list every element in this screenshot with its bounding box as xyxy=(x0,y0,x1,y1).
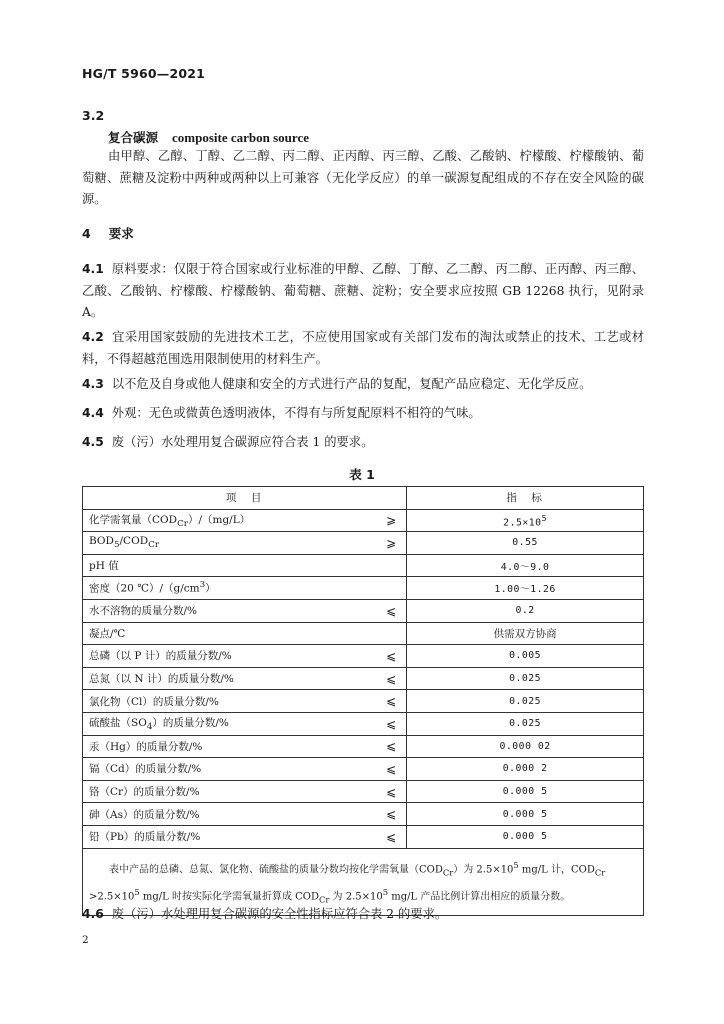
row-value: 0.025 xyxy=(407,712,644,735)
table-row xyxy=(83,780,644,803)
table-row xyxy=(83,622,644,645)
table-row xyxy=(83,599,644,622)
spec-table xyxy=(82,486,644,916)
clause-text: 外观：无色或微黄色透明液体，不得有与所复配原料不相符的气味。 xyxy=(111,406,481,420)
clause-text: 废（污）水处理用复合碳源的安全性指标应符合表 2 的要求。 xyxy=(111,907,448,921)
row-value: 0.2 xyxy=(407,599,644,622)
table-row xyxy=(83,825,644,848)
clause-number: 4.4 xyxy=(82,406,104,420)
term-cn: 复合碳源 xyxy=(108,130,159,145)
row-value: 0.025 xyxy=(407,667,644,690)
clause-text: 宜采用国家鼓励的先进技术工艺，不应使用国家或有关部门发布的淘汰或禁止的技术、工艺或材料，不得超越范围选用限制使用的材料生产。 xyxy=(82,330,644,366)
row-value: 0.000 2 xyxy=(407,758,644,781)
table-row xyxy=(83,803,644,826)
table-row xyxy=(83,712,644,735)
row-value: $2.5\times 10^5$ xyxy=(407,509,644,532)
table-row xyxy=(83,509,644,532)
table-header-row xyxy=(83,487,644,510)
clause-text: 原料要求：仅限于符合国家或行业标准的甲醇、乙醇、丁醇、乙二醇、丙二醇、正丙醇、丙三醇、乙酸、乙酸钠、柠檬酸、柠檬酸钠、葡萄糖、蔗糖、淀粉；安全要求应按照 GB 12268 执行，见附录 A。 xyxy=(82,262,644,319)
table-row xyxy=(83,532,644,555)
clause-4-4 xyxy=(82,403,644,425)
table-note: 表中产品的总磷、总氮、氯化物、硫酸盐的质量分数均按化学需氧量$(COD_{Cr})$为 $2.5\times 10^5$ mg/L 计，$COD_{Cr} >2.5\times 10^5$ mg/L 时按实际化学需氧量折算成 $COD_{Cr}$ 为 $2.5\times 10^5$ mg/L 产品比例计算出相应的质量分数。 xyxy=(83,848,644,916)
row-item: 砷（As）的质量分数/% xyxy=(83,803,350,826)
clause-number: 4.1 xyxy=(82,262,104,276)
section-4-number: 4 xyxy=(82,226,91,241)
row-operator: ⩾ xyxy=(349,509,406,532)
row-operator: ⩽ xyxy=(349,780,406,803)
row-value: 供需双方协商 xyxy=(407,622,644,645)
row-operator: ⩽ xyxy=(349,825,406,848)
row-operator: ⩽ xyxy=(349,599,406,622)
standard-code: HG/T 5960—2021 xyxy=(82,66,206,81)
row-value: 0.000 5 xyxy=(407,780,644,803)
row-operator: ⩽ xyxy=(349,645,406,668)
row-value: 0.005 xyxy=(407,645,644,668)
row-item: 凝点/℃ xyxy=(83,622,350,645)
clause-4-3 xyxy=(82,374,644,396)
clause-text: 废（污）水处理用复合碳源应符合表 1 的要求。 xyxy=(111,435,374,449)
clause-4-2 xyxy=(82,327,644,370)
section-4-title: 要求 xyxy=(108,226,134,241)
row-value: 0.025 xyxy=(407,690,644,713)
row-operator: ⩽ xyxy=(349,712,406,735)
row-operator: ⩽ xyxy=(349,667,406,690)
section-3-2-number: 3.2 xyxy=(82,108,105,123)
header-value: 指 标 xyxy=(407,487,644,510)
row-item: $BOD_5/COD_{Cr}$ xyxy=(83,532,350,555)
clause-number: 4.3 xyxy=(82,377,104,391)
row-item: 硫酸盐$(SO_4)$的质量分数/% xyxy=(83,712,350,735)
table-1-title: 表 1 xyxy=(349,467,375,482)
row-value: 4.0～9.0 xyxy=(407,554,644,577)
row-value: 0.000 5 xyxy=(407,825,644,848)
term-heading xyxy=(108,128,309,146)
table-row xyxy=(83,667,644,690)
table-row xyxy=(83,645,644,668)
row-item: 铬（Cr）的质量分数/% xyxy=(83,780,350,803)
page-number: 2 xyxy=(82,934,89,946)
clause-number: 4.2 xyxy=(82,330,104,344)
clause-4-6 xyxy=(82,904,644,926)
term-definition: 由甲醇、乙醇、丁醇、乙二醇、丙二醇、正丙醇、丙三醇、乙酸、乙酸钠、柠檬酸、柠檬酸钠、葡萄糖、蔗糖及淀粉中两种或两种以上可兼容（无化学反应）的单一碳源复配组成的不存在安全风险的碳源。 xyxy=(82,149,644,206)
row-operator: ⩽ xyxy=(349,690,406,713)
table-row xyxy=(83,735,644,758)
row-value: 1.00～1.26 xyxy=(407,577,644,600)
clause-text: 以不危及自身或他人健康和安全的方式进行产品的复配，复配产品应稳定、无化学反应。 xyxy=(111,377,592,391)
clause-4-1 xyxy=(82,259,644,324)
clause-4-5 xyxy=(82,432,644,454)
row-value: 0.000 02 xyxy=(407,735,644,758)
row-item: 密度（20 $℃)/(g/cm^3)$ xyxy=(83,577,350,600)
row-operator xyxy=(349,554,406,577)
table-row xyxy=(83,758,644,781)
row-item: 铅（Pb）的质量分数/% xyxy=(83,825,350,848)
row-item: 汞（Hg）的质量分数/% xyxy=(83,735,350,758)
row-item: 氯化物（Cl）的质量分数/% xyxy=(83,690,350,713)
table-row xyxy=(83,577,644,600)
table-row xyxy=(83,554,644,577)
row-item: 化学需氧量$(COD_{Cr})/(mg/L)$ xyxy=(83,509,350,532)
row-item: 镉（Cd）的质量分数/% xyxy=(83,758,350,781)
term-en: composite carbon source xyxy=(172,130,309,145)
row-item: 水不溶物的质量分数/% xyxy=(83,599,350,622)
row-operator: ⩾ xyxy=(349,532,406,555)
row-value: 0.55 xyxy=(407,532,644,555)
clause-number: 4.6 xyxy=(82,907,104,921)
row-value: 0.000 5 xyxy=(407,803,644,826)
row-item: pH 值 xyxy=(83,554,350,577)
row-operator xyxy=(349,577,406,600)
row-item: 总磷（以 P 计）的质量分数/% xyxy=(83,645,350,668)
table-row xyxy=(83,690,644,713)
row-operator: ⩽ xyxy=(349,758,406,781)
clause-number: 4.5 xyxy=(82,435,104,449)
row-item: 总氮（以 N 计）的质量分数/% xyxy=(83,667,350,690)
section-4-heading xyxy=(82,224,134,242)
row-operator: ⩽ xyxy=(349,803,406,826)
row-operator xyxy=(349,622,406,645)
row-operator: ⩽ xyxy=(349,735,406,758)
header-item: 项 目 xyxy=(83,487,407,510)
